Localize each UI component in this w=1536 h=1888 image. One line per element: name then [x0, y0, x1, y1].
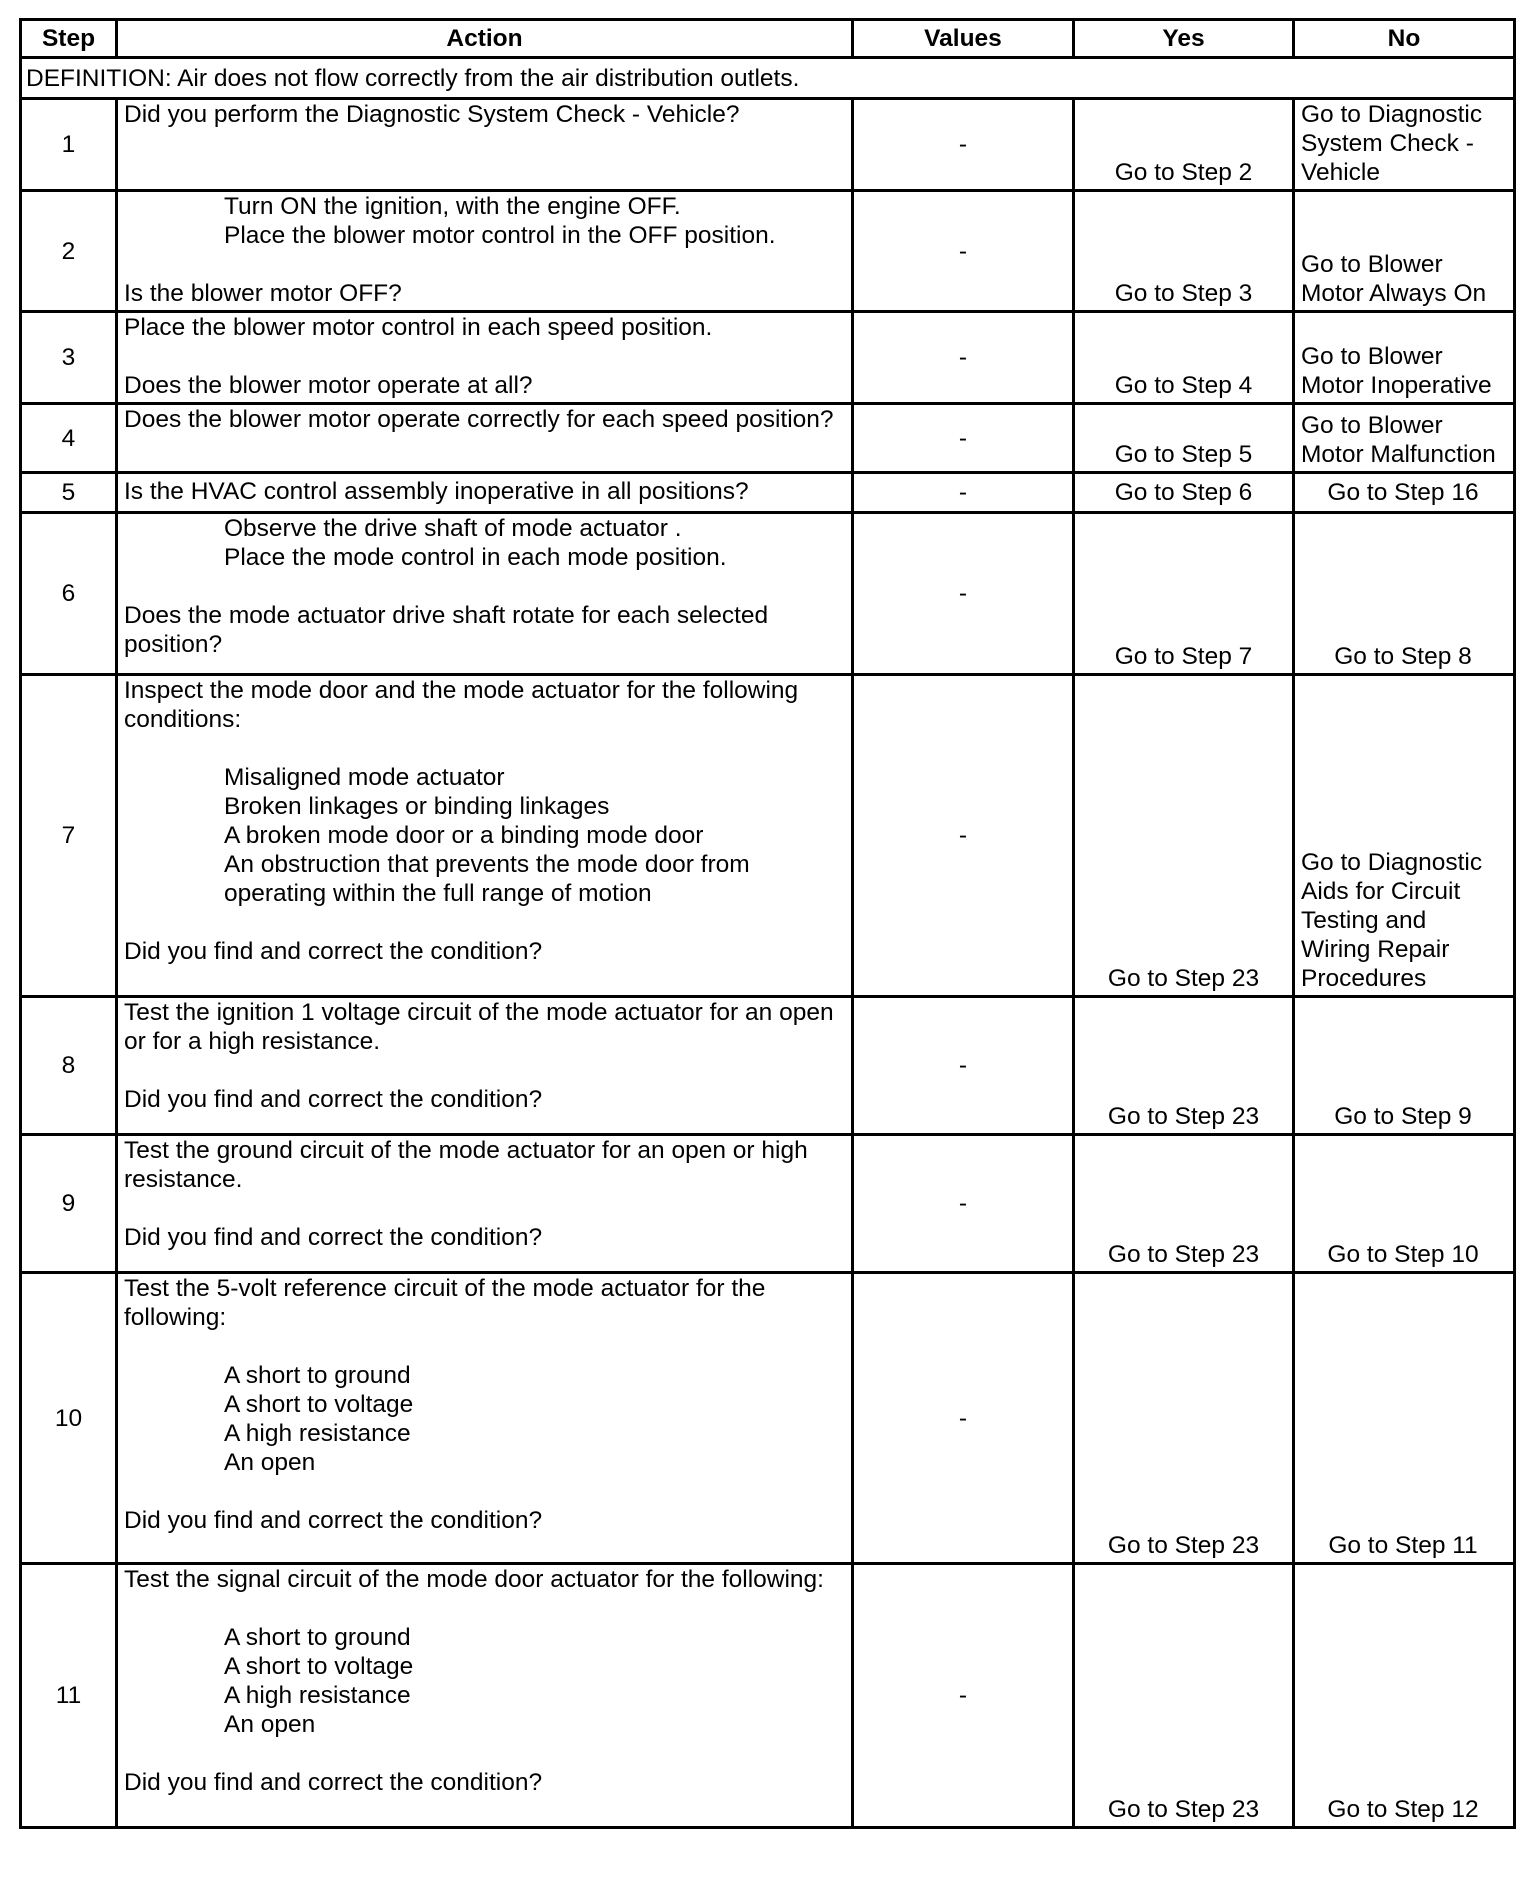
no-line: Procedures: [1301, 965, 1427, 992]
condition-item: A high resistance: [224, 1420, 411, 1447]
no-line: Go to Step 10: [1327, 1241, 1479, 1268]
header-action: Action: [117, 20, 853, 58]
no-cell: [1294, 997, 1515, 1135]
no-cell: [1294, 675, 1515, 997]
values-cell: -: [853, 99, 1074, 191]
condition-item: A short to ground: [224, 1624, 411, 1651]
values-cell: -: [853, 1135, 1074, 1273]
action-text: Does the blower motor operate correctly for each speed position?: [124, 406, 834, 433]
no-line: Motor Inoperative: [1301, 372, 1492, 399]
action-question: Did you find and correct the condition?: [124, 1507, 543, 1534]
step-number: 3: [21, 312, 117, 404]
yes-cell: Go to Step 23: [1074, 1135, 1294, 1273]
diagnostic-table: [19, 18, 1516, 1829]
table-row: [21, 1564, 1515, 1828]
action-text: Place the mode control in each mode position.: [224, 544, 727, 571]
no-line: Motor Always On: [1301, 280, 1487, 307]
condition-item: A short to voltage: [224, 1391, 414, 1418]
step-number: 8: [21, 997, 117, 1135]
action-text: Inspect the mode door and the mode actuator for the following conditions:: [124, 677, 799, 733]
table-row: [21, 191, 1515, 312]
definition-text: DEFINITION: Air does not flow correctly from the air distribution outlets.: [21, 58, 1515, 99]
no-line: Wiring Repair: [1301, 936, 1450, 963]
header-row: [21, 20, 1515, 58]
no-line: Go to Blower: [1301, 251, 1443, 278]
table-row: [21, 404, 1515, 473]
action-text: Test the ignition 1 voltage circuit of the mode actuator for an open or for a high resistance.: [124, 999, 834, 1055]
no-line: Go to Diagnostic: [1301, 101, 1483, 128]
action-cell: [117, 675, 853, 997]
action-question: Did you find and correct the condition?: [124, 1086, 543, 1113]
action-question: Did you find and correct the condition?: [124, 938, 543, 965]
values-cell: -: [853, 191, 1074, 312]
condition-item: Misaligned mode actuator: [224, 764, 505, 791]
step-number: 1: [21, 99, 117, 191]
yes-cell: Go to Step 23: [1074, 997, 1294, 1135]
step-number: 9: [21, 1135, 117, 1273]
values-cell: -: [853, 404, 1074, 473]
action-cell: [117, 1273, 853, 1564]
step-number: 2: [21, 191, 117, 312]
values-cell: -: [853, 675, 1074, 997]
no-cell: [1294, 191, 1515, 312]
no-line: Go to Step 11: [1328, 1532, 1478, 1559]
values-cell: -: [853, 1273, 1074, 1564]
no-cell: [1294, 404, 1515, 473]
no-cell: [1294, 1273, 1515, 1564]
condition-item: Broken linkages or binding linkages: [224, 793, 610, 820]
yes-cell: Go to Step 7: [1074, 513, 1294, 675]
values-cell: -: [853, 997, 1074, 1135]
no-line: Go to Diagnostic: [1301, 849, 1483, 876]
action-cell: [117, 997, 853, 1135]
step-number: 7: [21, 675, 117, 997]
action-text: Place the blower motor control in each speed position.: [124, 314, 713, 341]
definition-row: [21, 58, 1515, 99]
yes-cell: Go to Step 23: [1074, 1273, 1294, 1564]
condition-item: An open: [224, 1711, 316, 1738]
action-text: Test the 5-volt reference circuit of the mode actuator for the following:: [124, 1275, 766, 1331]
no-line: Go to Step 16: [1327, 479, 1479, 506]
action-cell: [117, 1564, 853, 1828]
table-row: [21, 997, 1515, 1135]
no-line: Motor Malfunction: [1301, 441, 1496, 468]
values-cell: -: [853, 513, 1074, 675]
header-yes: Yes: [1074, 20, 1294, 58]
table-row: [21, 473, 1515, 513]
action-question: Does the mode actuator drive shaft rotate for each selected position?: [124, 602, 769, 658]
action-text: Test the signal circuit of the mode door actuator for the following:: [124, 1566, 824, 1593]
header-step: Step: [21, 20, 117, 58]
yes-cell: Go to Step 23: [1074, 675, 1294, 997]
action-text: Place the blower motor control in the OFF position.: [224, 222, 776, 249]
no-line: Go to Blower: [1301, 343, 1443, 370]
no-line: System Check -: [1301, 130, 1474, 157]
step-number: 6: [21, 513, 117, 675]
action-cell: [117, 191, 853, 312]
action-cell: [117, 473, 853, 513]
no-line: Go to Step 9: [1334, 1103, 1472, 1130]
no-line: Aids for Circuit: [1301, 878, 1461, 905]
action-question: Did you find and correct the condition?: [124, 1224, 543, 1251]
action-cell: [117, 99, 853, 191]
table-row: [21, 1135, 1515, 1273]
yes-cell: Go to Step 6: [1074, 473, 1294, 513]
yes-cell: Go to Step 2: [1074, 99, 1294, 191]
table-row: [21, 675, 1515, 997]
condition-item: An open: [224, 1449, 316, 1476]
no-cell: [1294, 1135, 1515, 1273]
no-line: Go to Blower: [1301, 412, 1443, 439]
no-line: Testing and: [1301, 907, 1427, 934]
yes-cell: Go to Step 3: [1074, 191, 1294, 312]
action-cell: [117, 404, 853, 473]
no-cell: [1294, 312, 1515, 404]
table-row: [21, 99, 1515, 191]
table-row: [21, 312, 1515, 404]
action-question: Is the blower motor OFF?: [124, 280, 402, 307]
no-cell: [1294, 513, 1515, 675]
action-text: Observe the drive shaft of mode actuator .: [224, 515, 682, 542]
step-number: 10: [21, 1273, 117, 1564]
condition-item: A short to ground: [224, 1362, 411, 1389]
header-values: Values: [853, 20, 1074, 58]
no-line: Go to Step 8: [1334, 643, 1472, 670]
condition-item: A high resistance: [224, 1682, 411, 1709]
no-cell: [1294, 473, 1515, 513]
condition-item: An obstruction that prevents the mode door from: [224, 851, 750, 878]
step-number: 11: [21, 1564, 117, 1828]
action-question: Did you find and correct the condition?: [124, 1769, 543, 1796]
action-text: Did you perform the Diagnostic System Check - Vehicle?: [124, 101, 740, 128]
step-number: 4: [21, 404, 117, 473]
yes-cell: Go to Step 5: [1074, 404, 1294, 473]
condition-item: operating within the full range of motion: [224, 880, 652, 907]
yes-cell: Go to Step 23: [1074, 1564, 1294, 1828]
table-row: [21, 513, 1515, 675]
values-cell: -: [853, 473, 1074, 513]
yes-cell: Go to Step 4: [1074, 312, 1294, 404]
values-cell: -: [853, 312, 1074, 404]
action-cell: [117, 312, 853, 404]
no-cell: [1294, 1564, 1515, 1828]
table-row: [21, 1273, 1515, 1564]
no-cell: [1294, 99, 1515, 191]
condition-item: A broken mode door or a binding mode door: [224, 822, 704, 849]
values-cell: -: [853, 1564, 1074, 1828]
condition-item: A short to voltage: [224, 1653, 414, 1680]
header-no: No: [1294, 20, 1515, 58]
action-text: Test the ground circuit of the mode actuator for an open or high resistance.: [124, 1137, 808, 1193]
action-question: Does the blower motor operate at all?: [124, 372, 533, 399]
no-line: Vehicle: [1301, 159, 1381, 186]
no-line: Go to Step 12: [1327, 1796, 1479, 1823]
action-text: Is the HVAC control assembly inoperative in all positions?: [124, 478, 749, 505]
step-number: 5: [21, 473, 117, 513]
action-cell: [117, 513, 853, 675]
action-text: Turn ON the ignition, with the engine OFF.: [224, 193, 681, 220]
action-cell: [117, 1135, 853, 1273]
